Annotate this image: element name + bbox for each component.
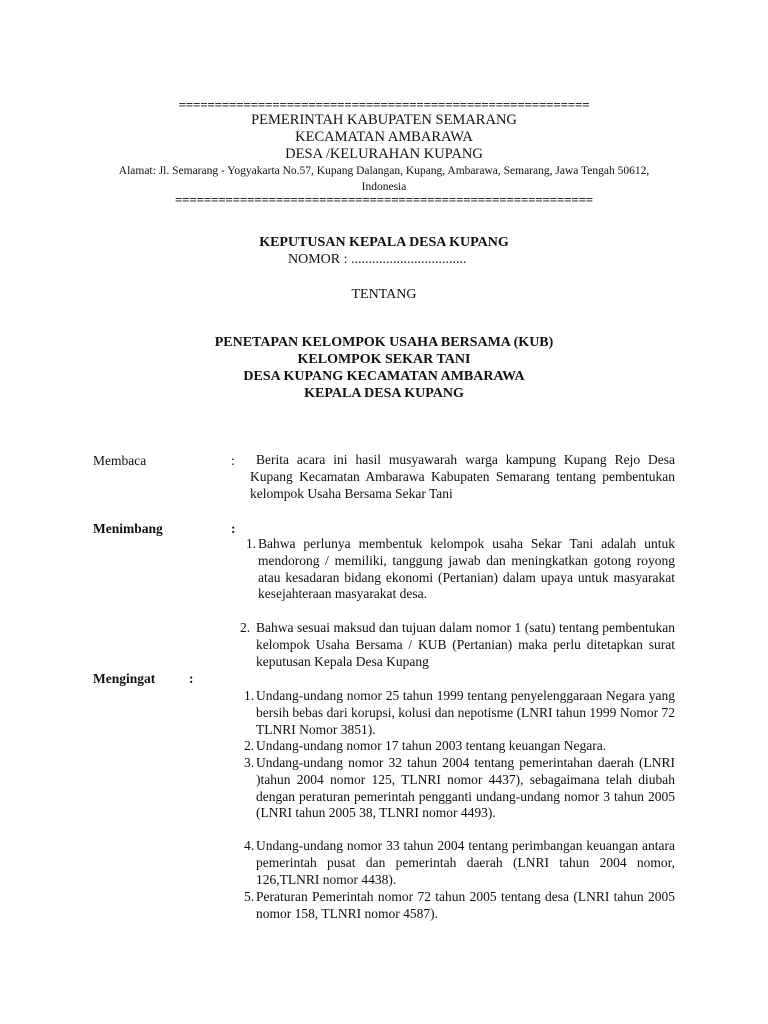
mengingat-colon: :	[189, 671, 194, 686]
mengingat-item-5-text: Peraturan Pemerintah nomor 72 tahun 2005 tentang desa (LNRI tahun 2005 nomor 158, TLNRI nomor 4587).	[256, 889, 675, 921]
decree-title: KEPUTUSAN KEPALA DESA KUPANG	[259, 235, 509, 250]
header-address: Alamat: Jl. Semarang - Yogyakarta No.57, Kupang Dalangan, Kupang, Ambarawa, Semarang, Jawa Tengah 50612, Indonesia	[118, 165, 650, 193]
menimbang-item-2-text: Bahwa sesuai maksud dan tujuan dalam nomor 1 (satu) tentang pembentukan kelompok Usaha Bersama / KUB (Pertanian) maka perlu ditetapkan surat keputusan Kepala Desa Kupang	[256, 620, 675, 669]
decree-about: TENTANG	[351, 287, 417, 302]
header-rule-bottom: ==========================================================	[174, 193, 594, 207]
menimbang-item-1-text: Bahwa perlunya membentuk kelompok usaha Sekar Tani adalah untuk mendorong / memiliki, tanggung jawab dan meningkatkan gotong royong atau kesadaran bidang ekonomi (Pertanian) dalam upaya untuk masyarakat kesejahteraan masyarakat desa.	[258, 536, 675, 602]
mengingat-item-4-text: Undang-undang nomor 33 tahun 2004 tentang perimbangan keuangan antara pemerintah pusat dan pemerintah daerah (LNRI tahun 2004 nomor, 126,TLNRI nomor 4438).	[256, 838, 675, 887]
decree-subject-line-1: PENETAPAN KELOMPOK USAHA BERSAMA (KUB)	[214, 335, 554, 350]
mengingat-item-2-number: 2.	[244, 738, 255, 753]
membaca-text: Berita acara ini hasil musyawarah warga kampung Kupang Rejo Desa Kupang Kecamatan Ambarawa Kabupaten Semarang tentang pembentukan kelompok Usaha Bersama Sekar Tani	[250, 452, 675, 501]
header-line-district: KECAMATAN AMBARAWA	[295, 129, 473, 145]
menimbang-label: Menimbang	[93, 521, 163, 536]
header-line-regency: PEMERINTAH KABUPATEN SEMARANG	[251, 112, 517, 128]
menimbang-colon: :	[231, 521, 236, 536]
membaca-colon: :	[231, 453, 235, 468]
header-rule-top: =========================================================	[178, 98, 590, 112]
mengingat-item-3-text: Undang-undang nomor 32 tahun 2004 tentang pemerintahan daerah (LNRI )tahun 2004 nomor 125, TLNRI nomor 4437), sebagaimana telah diubah dengan peraturan pemerintah pengganti undang-undang nomor 3 tahun 2005 (LNRI tahun 2005 38, TLNRI nomor 4493).	[256, 755, 675, 821]
mengingat-item-4-number: 4.	[244, 838, 255, 853]
membaca-label: Membaca	[93, 453, 147, 468]
menimbang-item-1-number: 1.	[246, 536, 257, 551]
header-line-village: DESA /KELURAHAN KUPANG	[285, 146, 483, 162]
decree-subject-line-3: DESA KUPANG KECAMATAN AMBARAWA	[243, 369, 525, 384]
mengingat-item-3-number: 3.	[244, 755, 255, 770]
mengingat-item-1-text: Undang-undang nomor 25 tahun 1999 tentang penyelenggaraan Negara yang bersih bebas dari korupsi, kolusi dan nepotisme (LNRI tahun 1999 Nomor 72 TLNRI Nomor 3851).	[256, 688, 675, 737]
decree-subject-line-2: KELOMPOK SEKAR TANI	[297, 352, 471, 367]
mengingat-item-2-text: Undang-undang nomor 17 tahun 2003 tentang keuangan Negara.	[256, 738, 607, 753]
menimbang-item-2-number: 2.	[240, 620, 251, 635]
mengingat-label: Mengingat	[93, 671, 156, 686]
decree-subject-line-4: KEPALA DESA KUPANG	[304, 386, 464, 401]
mengingat-item-1-number: 1.	[244, 688, 255, 703]
mengingat-item-5-number: 5.	[244, 889, 255, 904]
decree-number: NOMOR : .................................	[288, 252, 467, 267]
